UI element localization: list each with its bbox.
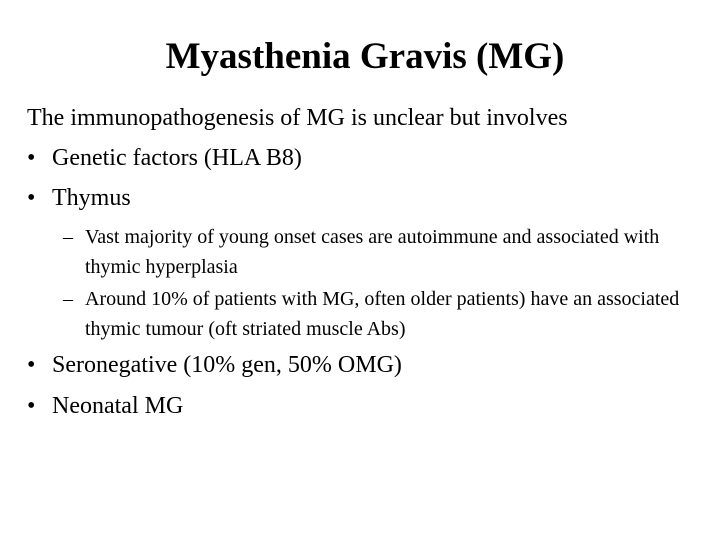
bullet-text: Neonatal MG [52,393,184,419]
sub-bullet-item-thymic-tumour [63,284,685,344]
bullet-icon: • [27,185,36,211]
bullet-item-genetic-factors [27,143,302,173]
bullet-item-seronegative [27,350,402,380]
bullet-icon: • [27,393,36,419]
bullet-item-thymus [27,183,131,213]
sub-bullet-item-young-onset [63,222,685,282]
sub-bullet-text: Vast majority of young onset cases are autoimmune and associated with thymic hyperplasia [85,226,660,278]
bullet-icon: • [27,352,36,378]
intro-text: The immunopathogenesis of MG is unclear but involves [27,105,568,131]
dash-icon: – [63,226,73,248]
bullet-icon: • [27,145,36,171]
slide-title: Myasthenia Gravis (MG) [165,36,565,77]
sub-bullet-text: Around 10% of patients with MG, often older patients) have an associated thymic tumour (oft striated muscle Abs) [85,288,680,340]
bullet-text: Seronegative (10% gen, 50% OMG) [52,352,402,378]
bullet-text: Thymus [52,185,131,211]
bullet-text: Genetic factors (HLA B8) [52,145,302,171]
dash-icon: – [63,288,73,310]
bullet-item-neonatal-mg [27,391,183,421]
